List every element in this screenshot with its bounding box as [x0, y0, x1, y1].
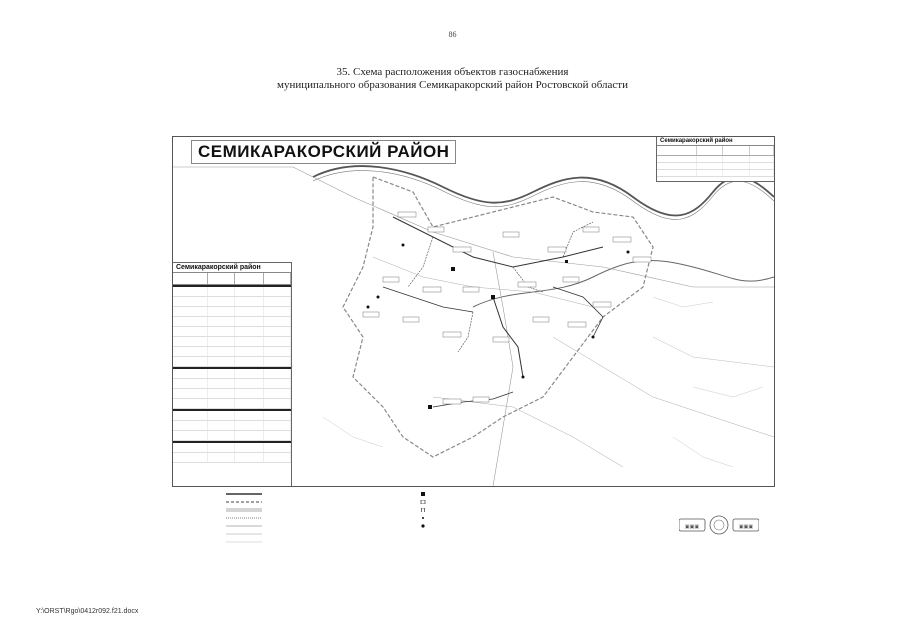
table-row: [173, 453, 291, 463]
road-2: [493, 252, 513, 486]
district-boundary: [343, 177, 653, 457]
table-row: [173, 421, 291, 431]
summary-table-header: [657, 146, 774, 156]
settlements-table-header: [173, 272, 291, 285]
table-row: [173, 347, 291, 357]
table-row: [173, 317, 291, 327]
dot-icon: [420, 516, 426, 520]
table-row: [173, 443, 291, 453]
organization-logos: [679, 513, 759, 537]
table-row: [173, 297, 291, 307]
road-3: [373, 257, 593, 307]
road-5: [433, 397, 623, 467]
legend-line-double-icon: [226, 508, 262, 512]
gas-main-4: [553, 287, 603, 337]
legend-line-dotted-icon: [226, 516, 262, 520]
legend-item: [420, 514, 560, 522]
table-row: [173, 337, 291, 347]
legend-line-light-icon: [226, 532, 262, 536]
page-number: 86: [448, 30, 457, 39]
summary-table-title: Семикаракорский район: [657, 137, 774, 146]
title-line-2: муниципального образования Семикаракорский район Ростовской области: [277, 79, 628, 91]
map-legend-markers: [420, 490, 560, 550]
svg-text:▣▣▣: ▣▣▣: [738, 524, 754, 530]
table-row: [173, 327, 291, 337]
table-row: [173, 379, 291, 389]
summary-table-row: [657, 156, 774, 163]
settlements-table-title: Семикаракорский район: [176, 264, 261, 271]
square-outline-icon: [420, 500, 426, 504]
gas-supply-map: [172, 136, 775, 487]
legend-line-heavy-icon: [226, 492, 262, 496]
legend-item: [420, 506, 560, 514]
gas-main-1: [393, 217, 603, 267]
legend-item: [420, 490, 560, 498]
summary-table-row: [657, 170, 774, 177]
summary-table-row: [657, 163, 774, 170]
table-row: [173, 357, 291, 367]
svg-text:▣▣▣: ▣▣▣: [684, 524, 700, 530]
settlement-label-boxes: [363, 212, 651, 404]
legend-item: [420, 498, 560, 506]
legend-line-faint-icon: [226, 540, 262, 544]
table-row: [173, 307, 291, 317]
title-line-1: 35. Схема расположения объектов газоснабжения: [336, 66, 569, 78]
table-row: [173, 369, 291, 379]
gas-objects: [367, 244, 630, 410]
page-title: [0, 66, 905, 92]
table-row: [173, 287, 291, 297]
district-title: СЕМИКАРАКОРСКИЙ РАЙОН: [191, 140, 456, 164]
square-filled-icon: [420, 492, 426, 496]
settlements-table-left: [173, 262, 292, 486]
table-row: [173, 411, 291, 421]
road-4: [553, 337, 774, 437]
legend-item: [420, 522, 560, 530]
field-lines: [323, 297, 763, 467]
summary-table-top-right: [656, 137, 774, 182]
logo-mark-left: [679, 513, 759, 537]
rect-outline-icon: [420, 508, 426, 512]
table-row: [173, 399, 291, 409]
table-row: [173, 389, 291, 399]
table-row: [173, 431, 291, 441]
legend-line-dashed-icon: [226, 500, 262, 504]
legend-line-thin-icon: [226, 524, 262, 528]
document-path-footer: Y:\ORST\Rgo\0412r092.f21.docx: [36, 608, 139, 615]
road-7: [653, 337, 774, 367]
dot-large-icon: [420, 524, 426, 528]
gas-branch-1: [408, 237, 433, 287]
gas-branch-2: [513, 267, 543, 292]
